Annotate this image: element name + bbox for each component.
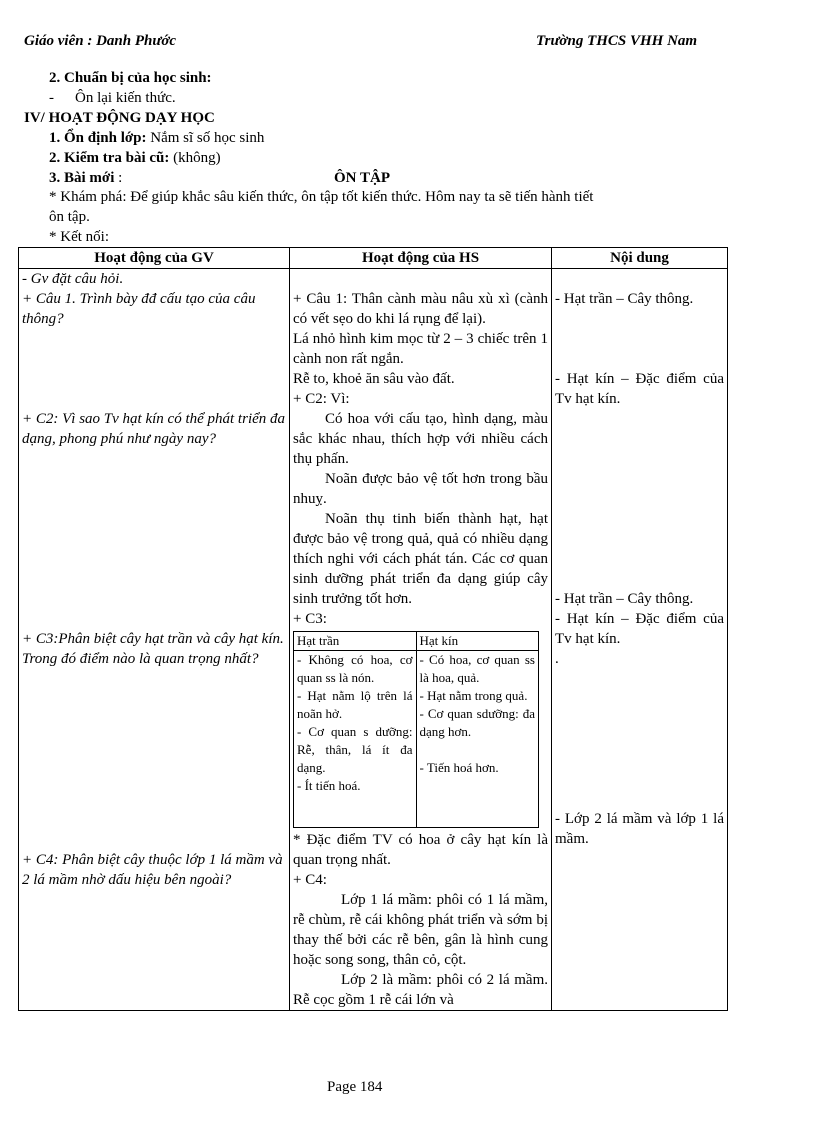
step-2-label: 2. Kiểm tra bài cũ: — [49, 150, 170, 166]
note-3-line-3: . — [555, 651, 559, 667]
step-2 — [49, 149, 221, 168]
school-name: Trường THCS VHH Nam — [536, 33, 698, 49]
page-number: Page 184 — [327, 1079, 383, 1095]
step-3 — [49, 169, 122, 188]
sub-cell-gymnosperm: - Không có hoa, cơ quan ss là nón. - Hạt nằm lộ trên lá noãn hở. - Cơ quan s dưỡng: Rễ, thân, lá ít đa dạng. - Ít tiến hoá. — [294, 651, 417, 828]
step-3-colon: : — [114, 170, 123, 186]
step-1 — [49, 129, 264, 148]
explore-line-1: * Khám phá: Để giúp khắc sâu kiến thức, ôn tập tốt kiến thức. Hôm nay ta sẽ tiến hành tiết — [49, 189, 594, 205]
answer-1-line-1: + Câu 1: Thân cành màu nâu xù xì (cành có vết sẹo do khi lá rụng để lại). — [293, 291, 548, 327]
connect-label: * Kết nối: — [49, 229, 109, 245]
answer-2-line-4: Noãn thụ tinh biến thành hạt, hạt được bảo vệ trong quả, quả có nhiều dạng thích nghi với cách phát tán. Các cơ quan sinh dưỡng phát triển đa dạng giúp cây sinh trưởng tốt hơn. — [293, 511, 548, 607]
explore-line-2: ôn tập. — [49, 209, 90, 225]
note-3-line-1: - Hạt trần – Cây thông. — [555, 591, 694, 607]
teacher-name: Giáo viên : Danh Phước — [24, 33, 177, 49]
step-2-text: (không) — [169, 150, 221, 166]
note-4: - Lớp 2 lá mầm và lớp 1 lá mầm. — [555, 811, 724, 847]
teacher-column — [19, 269, 290, 1011]
prep-item: Ôn lại kiến thức. — [75, 90, 176, 106]
question-2: + C2: Vì sao Tv hạt kín có thể phát triển đa dạng, phong phú như ngày nay? — [22, 411, 286, 447]
answer-2-line-3: Noãn được bảo vệ tốt hơn trong bầu nhuỵ. — [293, 471, 548, 507]
gv-intro: - Gv đặt câu hỏi. — [22, 271, 124, 287]
content-column — [552, 269, 728, 1011]
sub-header-angiosperm: Hạt kín — [416, 632, 539, 651]
sub-cell-angiosperm: - Có hoa, cơ quan ss là hoa, quả. - Hạt nằm trong quả. - Cơ quan sdưỡng: đa dạng hơn. - Tiến hoá hơn. — [416, 651, 539, 828]
question-1: + Câu 1. Trình bày đđ cấu tạo của câu thông? — [22, 291, 256, 327]
header-student: Hoạt động của HS — [290, 248, 552, 269]
student-column — [290, 269, 552, 1011]
header-content: Nội dung — [552, 248, 728, 269]
table-row — [19, 269, 728, 1011]
section-title: IV/ HOẠT ĐỘNG DẠY HỌC — [24, 110, 215, 126]
note-2: - Hạt kín – Đặc điểm của Tv hạt kín. — [555, 371, 724, 407]
comparison-table — [293, 631, 539, 828]
answer-3-line-2: * Đặc điểm TV có hoa ở cây hạt kín là quan trọng nhất. — [293, 832, 548, 868]
answer-3-line-1: + C3: — [293, 611, 327, 627]
sub-header-gymnosperm: Hạt trần — [294, 632, 417, 651]
answer-4-line-3: Lớp 2 là mầm: phôi có 2 lá mầm. Rễ cọc gồm 1 rễ cái lớn và — [293, 972, 548, 1008]
step-1-text: Nắm sĩ số học sinh — [146, 130, 265, 146]
answer-4-line-1: + C4: — [293, 872, 327, 888]
answer-2-line-1: + C2: Vì: — [293, 391, 350, 407]
student-prep-title: 2. Chuẩn bị của học sinh: — [49, 70, 212, 86]
note-3-line-2: - Hạt kín – Đặc điểm của Tv hạt kín. — [555, 611, 724, 647]
answer-2-line-2: Có hoa với cấu tạo, hình dạng, màu sắc khác nhau, thích hợp với nhiều cách thụ phấn. — [293, 411, 548, 467]
step-1-label: 1. Ổn định lớp: — [49, 130, 147, 146]
note-1: - Hạt trần – Cây thông. — [555, 291, 694, 307]
question-3: + C3:Phân biệt cây hạt trần và cây hạt kín. Trong đó điểm nào là quan trọng nhất? — [22, 631, 284, 667]
header-teacher: Hoạt động của GV — [19, 248, 290, 269]
prep-dash: - — [49, 90, 54, 106]
table-header-row — [19, 248, 728, 269]
answer-1-line-2: Lá nhỏ hình kim mọc từ 2 – 3 chiếc trên 1 cành non rất ngắn. — [293, 331, 548, 367]
activity-table — [18, 247, 728, 1011]
answer-1-line-3: Rễ to, khoẻ ăn sâu vào đất. — [293, 371, 455, 387]
question-4: + C4: Phân biệt cây thuộc lớp 1 lá mầm và 2 lá mầm nhờ dấu hiệu bên ngoài? — [22, 852, 283, 888]
lesson-title: ÔN TẬP — [334, 170, 390, 186]
answer-4-line-2: Lớp 1 lá mầm: phôi có 1 lá mầm, rễ chùm, rễ cái không phát triển và sớm bị thay thế bởi các rễ bên, gân là hình cung hoặc song song, thân cỏ, cột. — [293, 892, 548, 968]
step-3-label: 3. Bài mới — [49, 170, 115, 186]
